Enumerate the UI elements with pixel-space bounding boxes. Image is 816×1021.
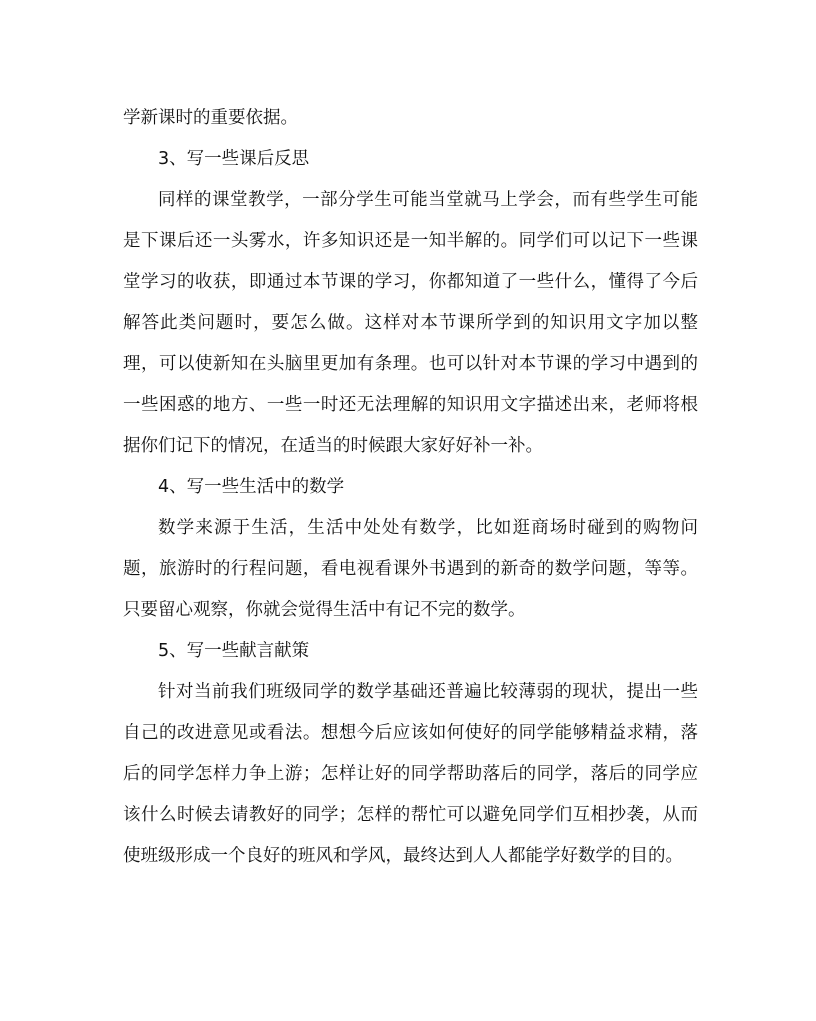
body-paragraph-reflection: 同样的课堂教学，一部分学生可能当堂就马上学会，而有些学生可能是下课后还一头雾水，许多知识还是一知半解的。同学们可以记下一些课堂学习的收获，即通过本节课的学习，你都知道了一些什么，懂得了今后解答此类问题时，要怎么做。这样对本节课所学到的知识用文字加以整理，可以使新知在头脑里更加有条理。也可以针对本节课的学习中遇到的一些困惑的地方、一些一时还无法理解的知识用文字描述出来，老师将根据你们记下的情况，在适当的时候跟大家好好补一补。 [123,190,698,456]
section-heading-3: 3、写一些课后反思 [158,149,310,169]
section-heading-4: 4、写一些生活中的数学 [158,477,345,497]
continuation-paragraph: 学新课时的重要依据。 [123,108,298,128]
section-heading-5: 5、写一些献言献策 [158,641,310,661]
body-paragraph-life-math: 数学来源于生活，生活中处处有数学，比如逛商场时碰到的购物问题，旅游时的行程问题，看电视看课外书遇到的新奇的数学问题，等等。只要留心观察，你就会觉得生活中有记不完的数学。 [123,518,698,620]
document-body [123,98,698,877]
body-paragraph-suggestions: 针对当前我们班级同学的数学基础还普遍比较薄弱的现状，提出一些自己的改进意见或看法。想想今后应该如何使好的同学能够精益求精，落后的同学怎样力争上游；怎样让好的同学帮助落后的同学，落后的同学应该什么时候去请教好的同学；怎样的帮忙可以避免同学们互相抄袭，从而使班级形成一个良好的班风和学风，最终达到人人都能学好数学的目的。 [123,682,698,866]
